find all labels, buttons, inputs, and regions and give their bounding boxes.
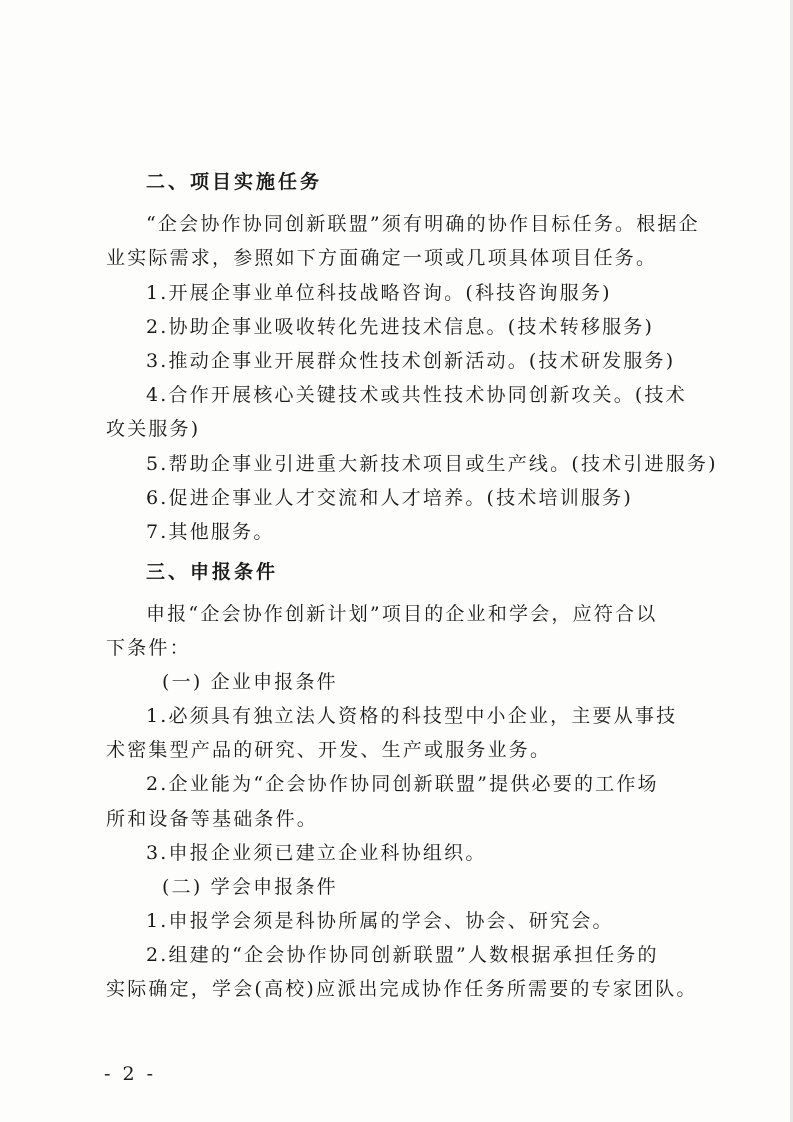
list-item: 1.申报学会须是科协所属的学会、协会、研究会。: [146, 910, 614, 932]
section-heading-application-conditions: 三、申报条件: [146, 561, 279, 583]
paragraph-line: 下条件：: [106, 637, 191, 659]
subsection-heading-enterprise: (一) 企业申报条件: [162, 671, 338, 693]
list-item: 3.申报企业须已建立企业科协组织。: [146, 842, 487, 864]
list-item: 6.促进企事业人才交流和人才培养。(技术培训服务): [146, 487, 633, 509]
subsection-heading-society: (二) 学会申报条件: [162, 876, 338, 898]
list-item: 7.其他服务。: [146, 521, 275, 543]
list-item: 2.企业能为“企会协作协同创新联盟”提供必要的工作场: [146, 773, 659, 795]
list-item: 3.推动企事业开展群众性技术创新活动。(技术研发服务): [146, 350, 676, 372]
list-item: 1.开展企事业单位科技战略咨询。(科技咨询服务): [146, 282, 612, 304]
paragraph-line: 业实际需求，参照如下方面确定一项或几项具体项目任务。: [106, 247, 658, 269]
list-item-continuation: 攻关服务): [106, 418, 201, 440]
paragraph-line: 申报“企会协作创新计划”项目的企业和学会，应符合以: [146, 603, 658, 625]
list-item: 1.必须具有独立法人资格的科技型中小企业，主要从事技: [146, 705, 678, 727]
list-item: 2.协助企事业吸收转化先进技术信息。(技术转移服务): [146, 316, 655, 338]
page-number: - 2 -: [104, 1063, 157, 1085]
list-item: 2.组建的“企会协作协同创新联盟”人数根据承担任务的: [146, 944, 659, 966]
list-item: 5.帮助企事业引进重大新技术项目或生产线。(技术引进服务): [146, 453, 718, 475]
list-item: 4.合作开展核心关键技术或共性技术协同创新攻关。(技术: [146, 384, 687, 406]
paragraph-line: “企会协作协同创新联盟”须有明确的协作目标任务。根据企: [146, 213, 700, 235]
list-item-continuation: 所和设备等基础条件。: [106, 808, 319, 830]
list-item-continuation: 实际确定，学会(高校)应派出完成协作任务所需要的专家团队。: [106, 978, 698, 1000]
section-heading-implementation-tasks: 二、项目实施任务: [146, 171, 323, 193]
list-item-continuation: 术密集型产品的研究、开发、生产或服务业务。: [106, 739, 552, 761]
